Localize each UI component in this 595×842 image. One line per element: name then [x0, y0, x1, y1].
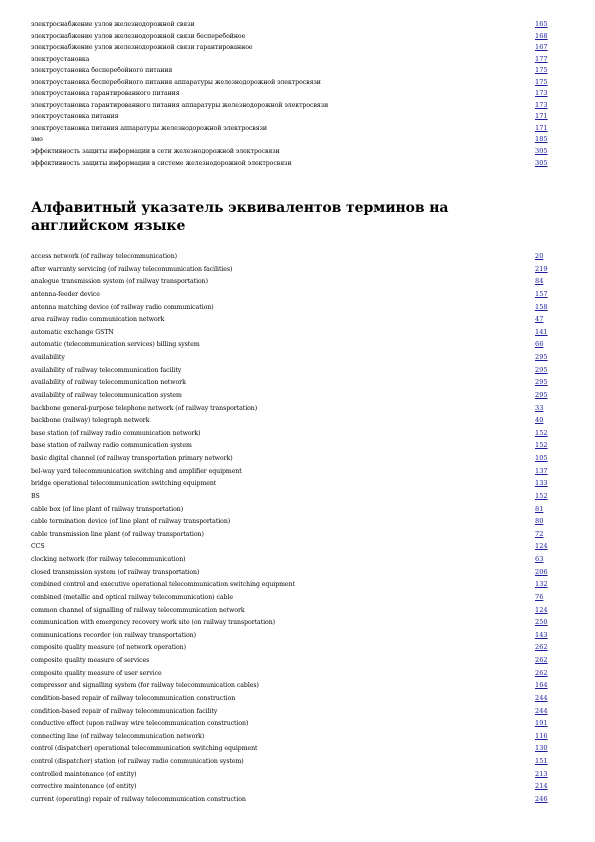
index-entry [31, 404, 551, 417]
index-term: availability [31, 354, 65, 361]
page-number-link[interactable]: 81 [535, 504, 544, 513]
page-number-link[interactable]: 165 [535, 20, 548, 28]
page-number-link[interactable]: 171 [535, 112, 548, 121]
index-entry [31, 124, 551, 136]
index-term: communication with emergency recovery work site (on railway transportation) [31, 619, 276, 627]
index-entry [31, 112, 551, 124]
index-entry [31, 429, 551, 442]
index-entry [31, 719, 551, 732]
page-number-link[interactable]: 246 [535, 794, 548, 803]
page-number-link[interactable]: 152 [535, 441, 548, 450]
page-number-link[interactable]: 262 [535, 643, 548, 652]
index-entry [31, 694, 551, 707]
page-number-link[interactable]: 63 [535, 555, 544, 563]
index-entry [31, 479, 551, 492]
index-term: BS [31, 492, 40, 500]
index-entry [31, 593, 551, 606]
index-term: backbone (railway) telegraph network [31, 417, 150, 425]
page-number-link[interactable]: 305 [535, 158, 548, 167]
page-number-link[interactable]: 124 [535, 605, 548, 614]
index-entry [31, 643, 551, 656]
index-entry [31, 78, 551, 90]
index-term: after warranty servicing (of railway telecommunication facilities) [31, 265, 233, 273]
page-number-link[interactable]: 262 [535, 656, 548, 664]
page-number-link[interactable]: 40 [535, 416, 544, 425]
page-number-link[interactable]: 295 [535, 378, 548, 387]
index-term: электроустановка бесперебойного питания [31, 67, 173, 75]
index-entry [31, 135, 551, 147]
index-term: composite quality measure of services [31, 657, 150, 664]
index-entry [31, 744, 551, 757]
page-number-link[interactable]: 105 [535, 454, 548, 462]
page-number-link[interactable]: 66 [535, 340, 544, 349]
index-term: cable box (of line plant of railway transportation) [31, 505, 184, 513]
index-entry [31, 492, 551, 505]
index-term: электроустановка бесперебойного питания аппаратуры железнодорожной электросвязи [31, 78, 321, 86]
index-entry [31, 669, 551, 682]
page-number-link[interactable]: 173 [535, 100, 548, 109]
page-number-link[interactable]: 20 [535, 252, 544, 260]
index-entry [31, 32, 551, 44]
index-term: composite quality measure of user service [31, 669, 162, 677]
index-entry [31, 303, 551, 316]
index-entry [31, 580, 551, 593]
index-term: condition-based repair of railway telecommunication facility [31, 707, 218, 715]
index-term: эмо [31, 136, 43, 144]
index-entry [31, 656, 551, 669]
page-number-link[interactable]: 191 [535, 719, 548, 728]
index-entry [31, 568, 551, 581]
english-index-list [31, 252, 551, 808]
index-entry [31, 416, 551, 429]
page-number-link[interactable]: 295 [535, 353, 548, 361]
section-heading: Алфавитный указатель эквивалентов терминов на английском языке [31, 200, 449, 234]
index-term: CCS [31, 543, 45, 551]
page-number-link[interactable]: 151 [535, 757, 548, 765]
page-number-link[interactable]: 80 [535, 517, 544, 526]
page-number-link[interactable]: 167 [535, 43, 548, 52]
index-entry [31, 378, 551, 391]
index-entry [31, 732, 551, 745]
index-term: cable termination device (of line plant of railway transportation) [31, 518, 231, 526]
index-term: common channel of signalling of railway telecommunication network [31, 606, 245, 614]
index-term: эффективность защиты информации в системе железнодорожной электросвязи [31, 159, 292, 167]
index-term: bel-way yard telecommunication switching and amplifier equipment [31, 467, 242, 475]
page-number-link[interactable]: 185 [535, 135, 548, 144]
index-term: base station (of railway radio communication network) [31, 429, 201, 437]
index-term: control (dispatcher) operational telecommunication switching equipment [31, 745, 258, 753]
index-entry [31, 66, 551, 78]
page-number-link[interactable]: 175 [535, 77, 548, 86]
index-entry [31, 147, 551, 159]
page-number-link[interactable]: 219 [535, 264, 548, 273]
index-term: электроснабжение узлов железнодорожной связи [31, 21, 195, 28]
index-term: clocking network (for railway telecommunication) [31, 556, 186, 563]
index-term: combined control and executive operational telecommunication switching equipment [31, 581, 295, 589]
index-entry [31, 290, 551, 303]
index-entry [31, 441, 551, 454]
index-term: controlled maintenance (of entity) [31, 770, 137, 778]
index-entry [31, 366, 551, 379]
page-number-link[interactable]: 244 [535, 693, 548, 702]
index-term: condition-based repair of railway telecommunication construction [31, 694, 236, 702]
index-term: base station of railway radio communication system [31, 442, 192, 450]
page-number-link[interactable]: 84 [535, 277, 544, 286]
index-term: availability of railway telecommunication network [31, 379, 186, 387]
page-number-link[interactable]: 152 [535, 491, 548, 500]
index-entry [31, 618, 551, 631]
index-entry [31, 517, 551, 530]
index-entry [31, 55, 551, 67]
index-term: corrective maintenance (of entity) [31, 783, 137, 791]
page-number-link[interactable]: 305 [535, 147, 548, 156]
page-number-link[interactable]: 47 [535, 315, 544, 324]
index-term: эффективность защиты информации в сети железнодорожной электросвязи [31, 148, 280, 156]
index-term: bridge operational telecommunication switching equipment [31, 480, 217, 488]
index-term: backbone general-purpose telephone network (of railway transportation) [31, 404, 258, 412]
index-term: электроустановка питания [31, 113, 119, 121]
page-number-link[interactable]: 295 [535, 365, 548, 374]
index-entry [31, 505, 551, 518]
index-term: analogue transmission system (of railway transportation) [31, 278, 208, 286]
page-number-link[interactable]: 244 [535, 706, 548, 715]
index-term: cable transmission line plant (of railway transportation) [31, 530, 204, 538]
index-entry [31, 89, 551, 101]
page-number-link[interactable]: 206 [535, 567, 548, 576]
page-number-link[interactable]: 157 [535, 289, 548, 298]
page-number-link[interactable]: 171 [535, 123, 548, 132]
page-number-link[interactable]: 250 [535, 618, 548, 627]
index-entry [31, 454, 551, 467]
page-number-link[interactable]: 158 [535, 302, 548, 311]
index-entry [31, 770, 551, 783]
page-number-link[interactable]: 137 [535, 466, 548, 475]
index-term: электроустановка гарантированного питания [31, 90, 180, 98]
index-term: availability of railway telecommunication facility [31, 366, 182, 374]
index-term: availability of railway telecommunication system [31, 391, 182, 399]
index-entry [31, 782, 551, 795]
index-term: antenna matching device (of railway radio communication) [31, 303, 214, 311]
index-entry [31, 707, 551, 720]
index-entry [31, 795, 551, 808]
index-entry [31, 353, 551, 366]
page-number-link[interactable]: 72 [535, 529, 544, 538]
index-entry [31, 530, 551, 543]
index-term: combined (metallic and optical railway telecommunication) cable [31, 593, 233, 601]
page-number-link[interactable]: 141 [535, 327, 548, 336]
page-number-link[interactable]: 213 [535, 769, 548, 778]
index-term: compressor and signalling system (for railway telecommunication cables) [31, 682, 259, 690]
page-number-link[interactable]: 143 [535, 630, 548, 639]
index-term: control (dispatcher) station (of railway radio communication system) [31, 758, 244, 765]
index-term: электроснабжение узлов железнодорожной связи бесперебойное [31, 32, 246, 40]
page-number-link[interactable]: 262 [535, 668, 548, 677]
page-number-link[interactable]: 168 [535, 31, 548, 40]
page-number-link[interactable]: 177 [535, 54, 548, 63]
index-entry [31, 277, 551, 290]
index-term: communications recorder (on railway transportation) [31, 631, 196, 639]
page-number-link[interactable]: 124 [535, 542, 548, 551]
index-entry [31, 467, 551, 480]
index-term: access network (of railway telecommunication) [31, 253, 178, 260]
index-term: электроснабжение узлов железнодорожной связи гарантированное [31, 44, 253, 52]
index-entry [31, 631, 551, 644]
page-number-link[interactable]: 132 [535, 580, 548, 589]
page-number-link[interactable]: 152 [535, 428, 548, 437]
index-entry [31, 20, 551, 32]
index-entry [31, 681, 551, 694]
index-entry [31, 101, 551, 113]
page-number-link[interactable]: 76 [535, 592, 544, 601]
page-number-link[interactable]: 130 [535, 744, 548, 753]
index-entry [31, 159, 551, 171]
index-entry [31, 265, 551, 278]
index-entry [31, 328, 551, 341]
index-term: closed transmission system (of railway transportation) [31, 568, 200, 576]
russian-index-list [31, 20, 551, 170]
index-entry [31, 757, 551, 770]
page-number-link[interactable]: 33 [535, 403, 544, 412]
page-number-link[interactable]: 133 [535, 479, 548, 488]
index-entry [31, 252, 551, 265]
index-term: current (operating) repair of railway telecommunication construction [31, 795, 246, 803]
index-term: basic digital channel (of railway transportation primary network) [31, 455, 233, 462]
index-term: composite quality measure (of network operation) [31, 644, 186, 652]
index-term: conductive effect (upon railway wire telecommunication construction) [31, 720, 249, 728]
index-term: automatic (telecommunication services) billing system [31, 341, 200, 349]
index-term: automatic exchange GSTN [31, 328, 114, 336]
index-term: connecting line (of railway telecommunication network) [31, 732, 205, 740]
index-entry [31, 606, 551, 619]
index-term: antenna-feeder device [31, 290, 100, 298]
page-number-link[interactable]: 164 [535, 681, 548, 690]
index-term: электроустановка гарантированного питания аппаратуры железнодорожной электросвязи [31, 101, 329, 109]
page-number-link[interactable]: 175 [535, 66, 548, 75]
page-number-link[interactable]: 214 [535, 782, 548, 791]
index-entry [31, 555, 551, 568]
index-entry [31, 43, 551, 55]
index-entry [31, 315, 551, 328]
page-number-link[interactable]: 116 [535, 731, 548, 740]
index-term: электроустановка [31, 55, 90, 63]
page-number-link[interactable]: 173 [535, 89, 548, 98]
index-entry [31, 542, 551, 555]
index-term: area railway radio communication network [31, 316, 165, 324]
page-number-link[interactable]: 295 [535, 390, 548, 399]
index-entry [31, 340, 551, 353]
index-term: электроустановка питания аппаратуры железнодорожной электросвязи [31, 124, 267, 132]
index-entry [31, 391, 551, 404]
